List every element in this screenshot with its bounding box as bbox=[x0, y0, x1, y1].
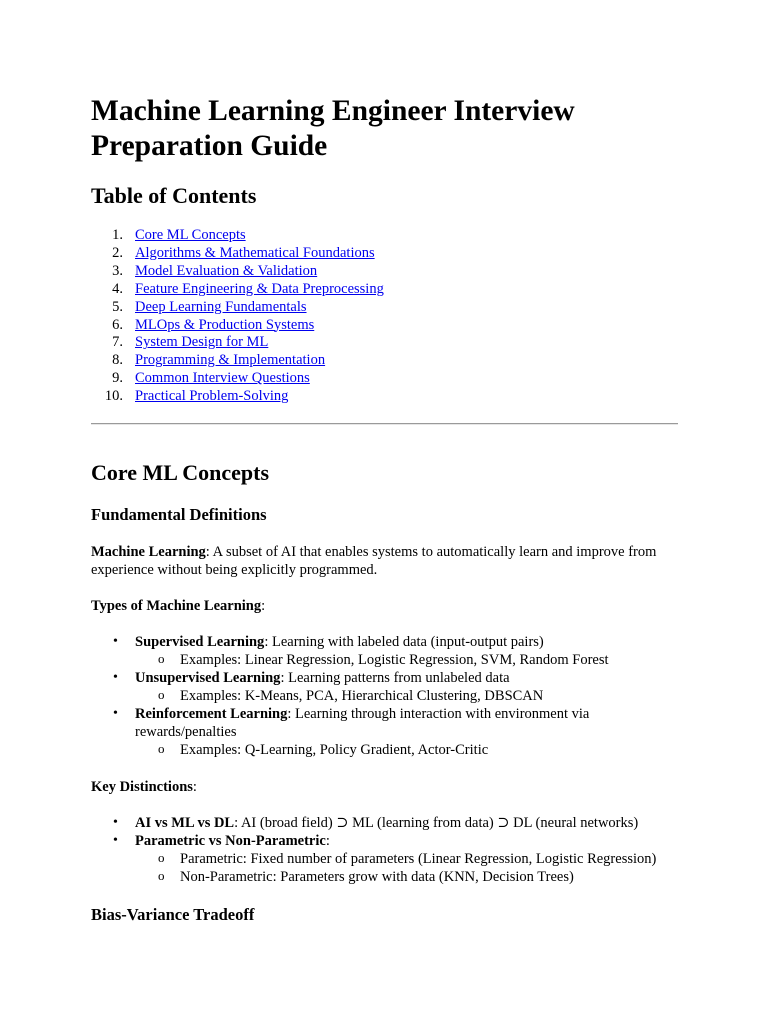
sub-list-item bbox=[135, 687, 691, 705]
list-item-term: Unsupervised Learning bbox=[135, 670, 281, 686]
bullet-icon: • bbox=[113, 833, 118, 848]
ml-types-list bbox=[91, 633, 691, 759]
toc-item-number: 1. bbox=[112, 227, 123, 243]
toc-link-programming[interactable]: Programming & Implementation bbox=[135, 352, 326, 369]
toc-item-number: 7. bbox=[112, 334, 123, 351]
types-label-suffix: : bbox=[261, 598, 266, 614]
toc-item bbox=[91, 370, 384, 388]
toc-item bbox=[91, 388, 384, 406]
toc-item-number: 4. bbox=[112, 280, 123, 297]
toc-item bbox=[91, 227, 384, 245]
types-label: Types of Machine Learning bbox=[91, 598, 262, 614]
sub-list-item-text: Parametric: Fixed number of parameters (Linear Regression, Logistic Regression) bbox=[180, 851, 657, 867]
toc-item bbox=[91, 299, 384, 317]
toc-link-algorithms[interactable]: Algorithms & Mathematical Foundations bbox=[135, 244, 375, 261]
list-item-text: : Learning through interaction with environment via rewards/penalties bbox=[135, 706, 590, 740]
toc-heading: Table of Contents bbox=[91, 183, 257, 208]
toc-item bbox=[91, 334, 384, 352]
list-item-term: Reinforcement Learning bbox=[135, 706, 288, 722]
ml-definition-paragraph bbox=[91, 543, 691, 579]
bullet-icon: • bbox=[113, 815, 118, 830]
toc-item-number: 10. bbox=[104, 388, 123, 405]
list-item-term: Supervised Learning bbox=[135, 634, 265, 650]
sub-list bbox=[135, 741, 691, 759]
bullet-icon: • bbox=[113, 706, 118, 721]
toc-link-system-design[interactable]: System Design for ML bbox=[135, 334, 269, 351]
sub-bullet-icon: o bbox=[158, 651, 165, 666]
toc-link-model-evaluation[interactable]: Model Evaluation & Validation bbox=[135, 262, 318, 279]
ml-definition-term: Machine Learning bbox=[91, 544, 206, 560]
toc-item-number: 2. bbox=[112, 244, 123, 261]
list-item bbox=[91, 814, 691, 832]
distinctions-label: Key Distinctions bbox=[91, 779, 193, 795]
toc-item bbox=[91, 263, 384, 281]
list-item bbox=[91, 832, 691, 886]
distinctions-label-paragraph bbox=[91, 778, 691, 796]
bullet-icon: • bbox=[113, 670, 118, 685]
sub-list-item-text: Examples: Linear Regression, Logistic Regression, SVM, Random Forest bbox=[180, 652, 609, 668]
toc-link-mlops[interactable]: MLOps & Production Systems bbox=[135, 316, 315, 333]
list-item-text: : Learning with labeled data (input-output pairs) bbox=[264, 634, 544, 650]
sub-list-item-text: Examples: Q-Learning, Policy Gradient, Actor-Critic bbox=[180, 742, 489, 758]
sub-bullet-icon: o bbox=[158, 687, 165, 702]
subsection-heading: Fundamental Definitions bbox=[91, 505, 267, 524]
key-distinctions-list bbox=[91, 814, 691, 886]
sub-bullet-icon: o bbox=[158, 868, 165, 883]
sub-list-item-text: Examples: K-Means, PCA, Hierarchical Clustering, DBSCAN bbox=[180, 688, 544, 704]
toc-item-number: 3. bbox=[112, 262, 123, 279]
toc-link-core-ml-concepts[interactable]: Core ML Concepts bbox=[135, 227, 246, 243]
toc-item-number: 5. bbox=[112, 298, 123, 315]
sub-bullet-icon: o bbox=[158, 741, 165, 756]
sub-list-item bbox=[135, 651, 691, 669]
list-item-text: : bbox=[325, 833, 330, 849]
list-item bbox=[91, 633, 691, 669]
list-item-term: AI vs ML vs DL bbox=[135, 815, 235, 831]
sub-list-item bbox=[135, 741, 691, 759]
toc-link-deep-learning[interactable]: Deep Learning Fundamentals bbox=[135, 298, 307, 315]
table-of-contents bbox=[91, 227, 384, 406]
toc-item-number: 8. bbox=[112, 352, 123, 369]
toc-item bbox=[91, 352, 384, 370]
sub-bullet-icon: o bbox=[158, 850, 165, 865]
toc-link-feature-engineering[interactable]: Feature Engineering & Data Preprocessing bbox=[135, 280, 384, 297]
document-title: Machine Learning Engineer Interview Preparation Guide bbox=[91, 95, 575, 162]
toc-item-number: 9. bbox=[112, 370, 123, 387]
section-heading: Core ML Concepts bbox=[91, 460, 270, 485]
list-item bbox=[91, 669, 691, 705]
toc-link-interview-questions[interactable]: Common Interview Questions bbox=[135, 370, 310, 387]
toc-item bbox=[91, 281, 384, 299]
sub-list-item bbox=[135, 850, 691, 868]
subsection-heading-bias-variance: Bias-Variance Tradeoff bbox=[91, 905, 255, 924]
distinctions-label-suffix: : bbox=[192, 779, 197, 795]
sub-list bbox=[135, 850, 691, 886]
toc-link-problem-solving[interactable]: Practical Problem-Solving bbox=[135, 388, 289, 405]
bullet-icon: • bbox=[113, 634, 118, 649]
sub-list-item bbox=[135, 868, 691, 886]
sub-list bbox=[135, 687, 691, 705]
horizontal-rule bbox=[91, 423, 678, 425]
sub-list-item-text: Non-Parametric: Parameters grow with data (KNN, Decision Trees) bbox=[180, 869, 574, 885]
toc-item-number: 6. bbox=[112, 316, 123, 333]
list-item bbox=[91, 705, 691, 759]
list-item-text: : Learning patterns from unlabeled data bbox=[280, 670, 510, 686]
list-item-term: Parametric vs Non-Parametric bbox=[135, 833, 326, 849]
list-item-text: : AI (broad field) ⊃ ML (learning from data) ⊃ DL (neural networks) bbox=[234, 815, 639, 831]
toc-item bbox=[91, 317, 384, 335]
toc-item bbox=[91, 245, 384, 263]
ml-definition-text: : A subset of AI that enables systems to automatically learn and improve from experience without being explicitly programmed. bbox=[91, 544, 657, 578]
sub-list bbox=[135, 651, 691, 669]
types-label-paragraph bbox=[91, 597, 691, 615]
